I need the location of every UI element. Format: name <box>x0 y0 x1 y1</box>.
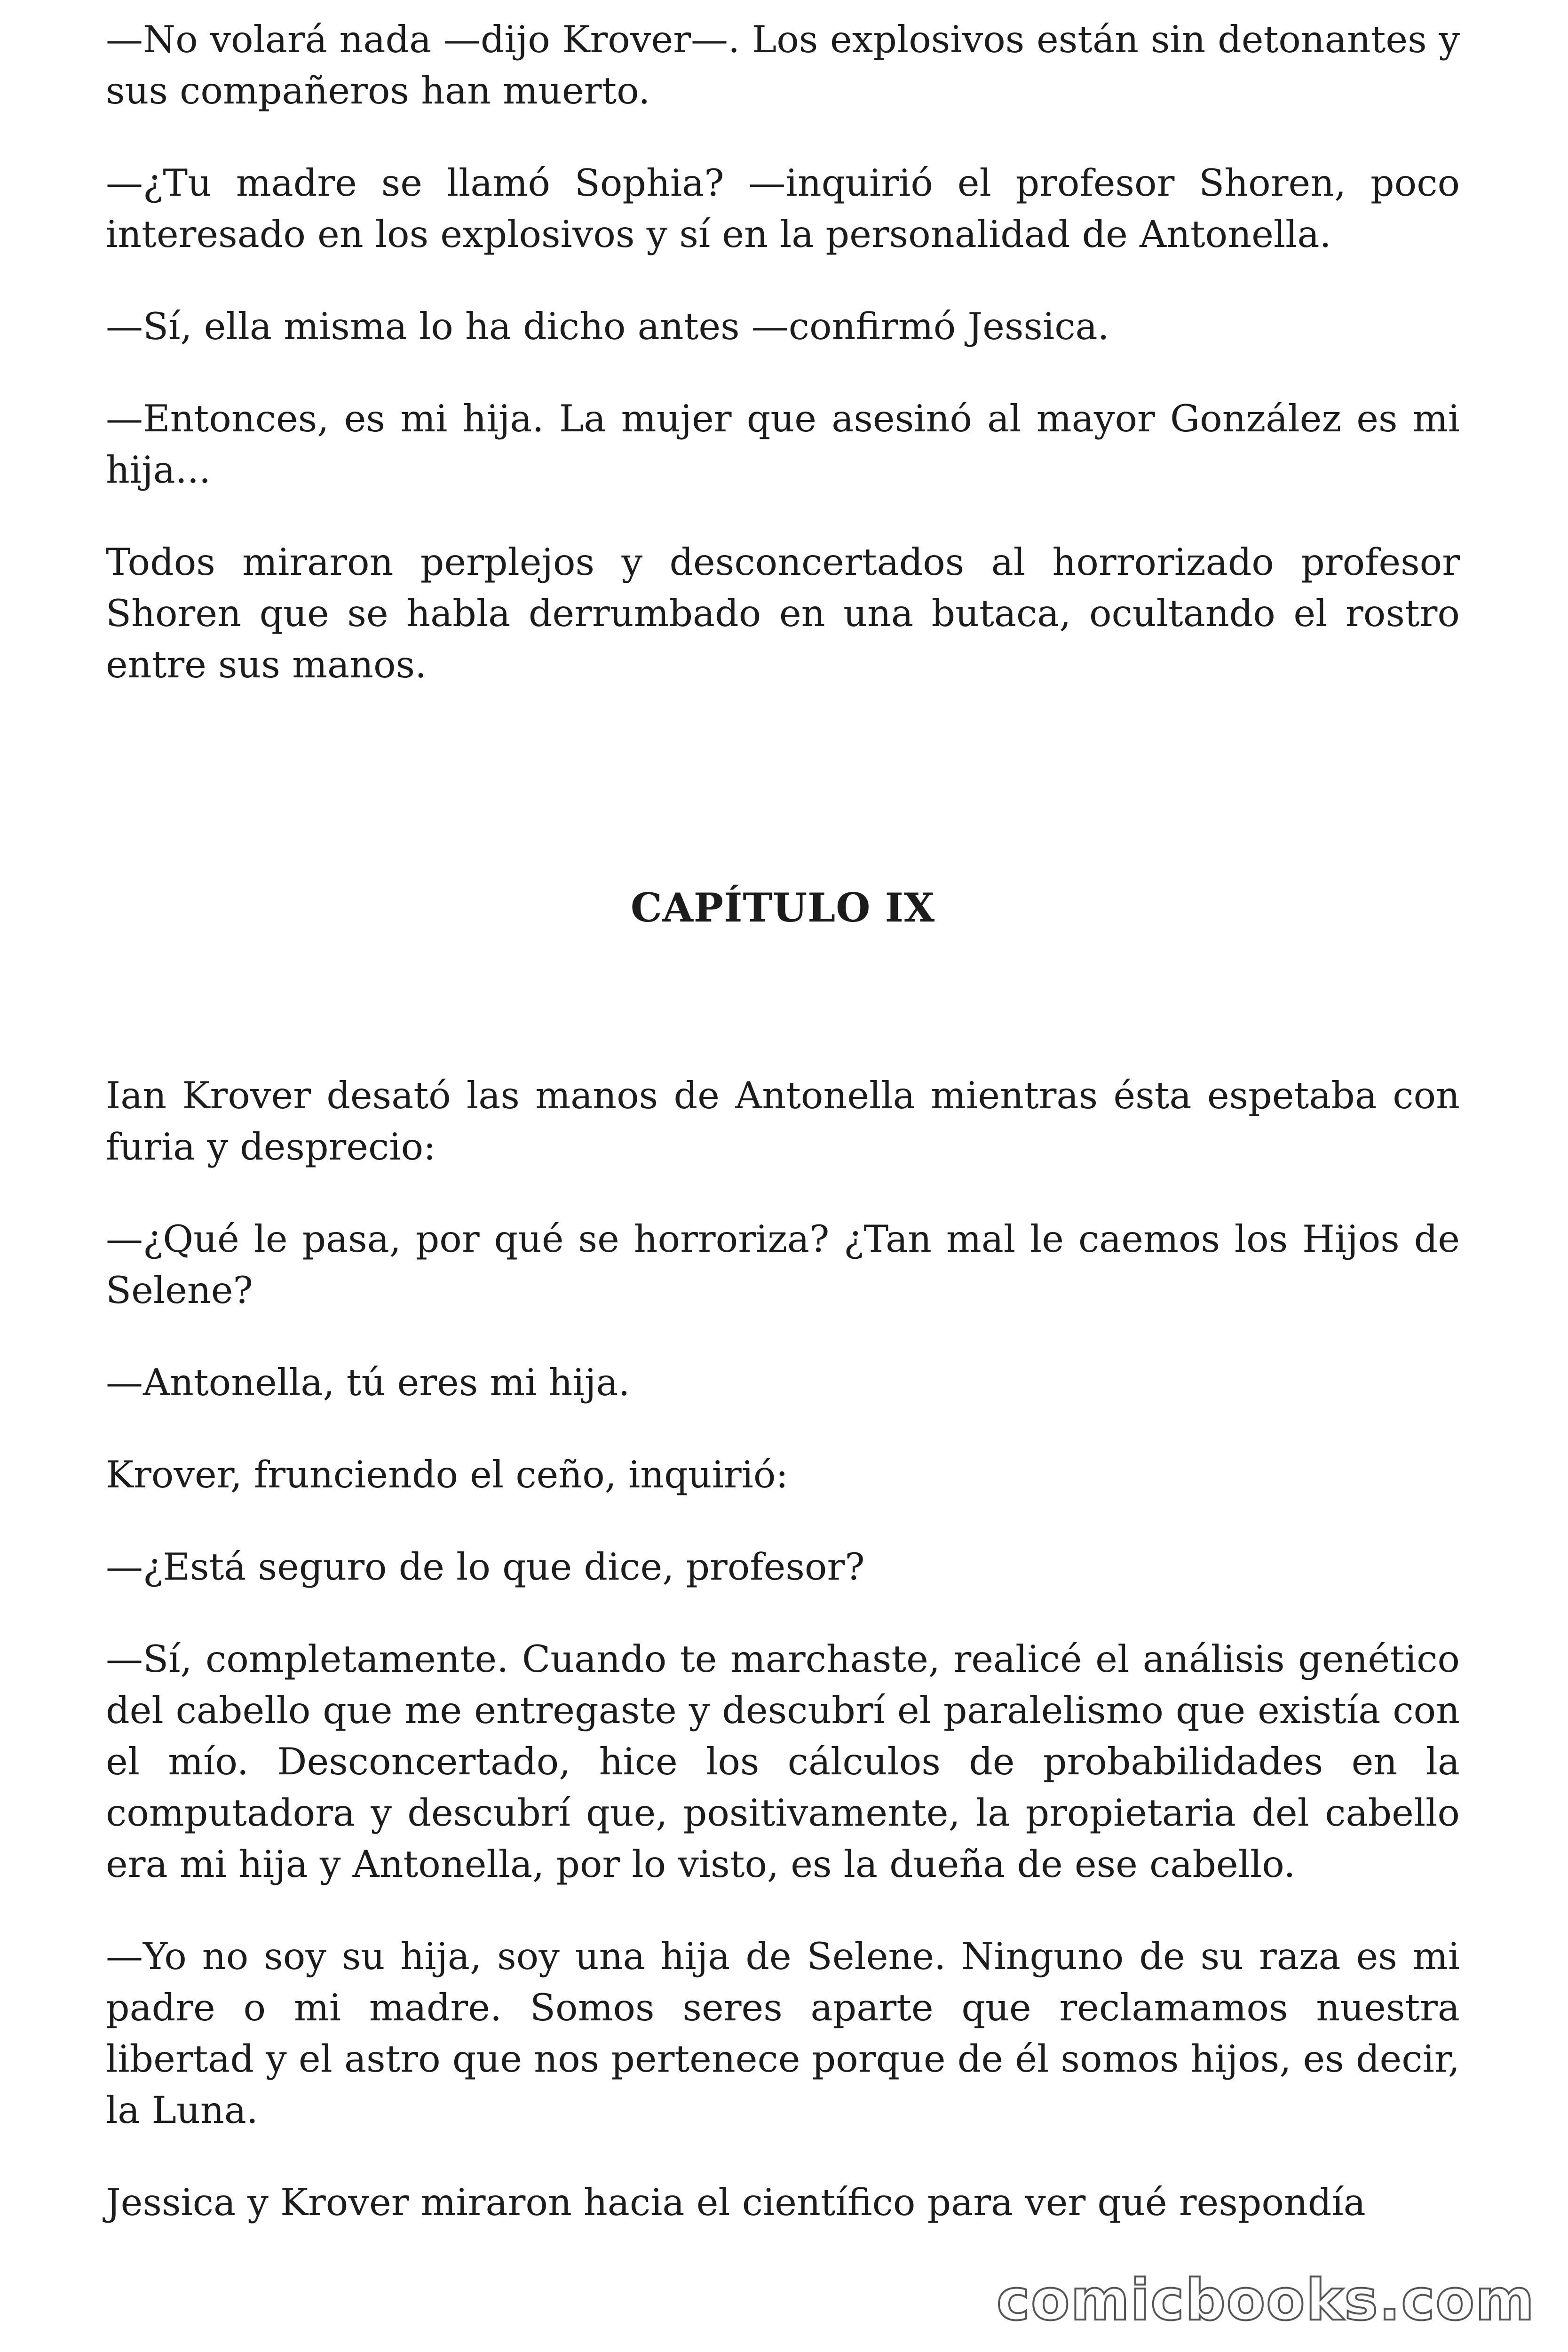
paragraph: —No volará nada —dijo Krover—. Los explosivos están sin detonantes y sus compañeros han muerto. <box>106 18 1460 112</box>
chapter-title: CAPÍTULO IX <box>630 884 935 931</box>
paragraph: Todos miraron perplejos y desconcertados al horrorizado profesor Shoren que se habla derrumbado en una butaca, ocultando el rostro entre sus manos. <box>106 540 1460 686</box>
watermark: comicbooks.com <box>992 2268 1540 2333</box>
paragraph: —Sí, ella misma lo ha dicho antes —confirmó Jessica. <box>106 305 1109 348</box>
spacer <box>106 934 1460 1070</box>
paragraph: —Yo no soy su hija, soy una hija de Selene. Ninguno de su raza es mi padre o mi madre. Somos seres aparte que reclamamos nuestra libertad y el astro que nos pertenece porque de él somos hijos, es decir, la Luna. <box>106 1935 1460 2132</box>
paragraph: Jessica y Krover miraron hacia el científico para ver qué respondía <box>106 2181 1366 2224</box>
paragraph: Krover, frunciendo el ceño, inquirió: <box>106 1453 789 1496</box>
paragraph: —Entonces, es mi hija. La mujer que asesinó al mayor González es mi hija... <box>106 397 1460 492</box>
paragraph: —¿Qué le pasa, por qué se horroriza? ¿Tan mal le caemos los Hijos de Selene? <box>106 1217 1460 1312</box>
paragraph: —¿Está seguro de lo que dice, profesor? <box>106 1545 865 1589</box>
spacer <box>106 731 1460 882</box>
paragraph: —Antonella, tú eres mi hija. <box>106 1361 630 1404</box>
paragraph: —Sí, completamente. Cuando te marchaste, realicé el análisis genético del cabello que me entregaste y descubrí el paralelismo que existía con el mío. Desconcertado, hice los cálculos de probabilidades en la computadora y descubrí que, positivamente, la propietaria del cabello era mi hija y Antonella, por lo visto, es la dueña de ese cabello. <box>106 1637 1460 1886</box>
paragraph: —¿Tu madre se llamó Sophia? —inquirió el profesor Shoren, poco interesado en los explosivos y sí en la personalidad de Antonella. <box>106 161 1460 256</box>
paragraph: Ian Krover desató las manos de Antonella mientras ésta espetaba con furia y desprecio: <box>106 1074 1460 1168</box>
